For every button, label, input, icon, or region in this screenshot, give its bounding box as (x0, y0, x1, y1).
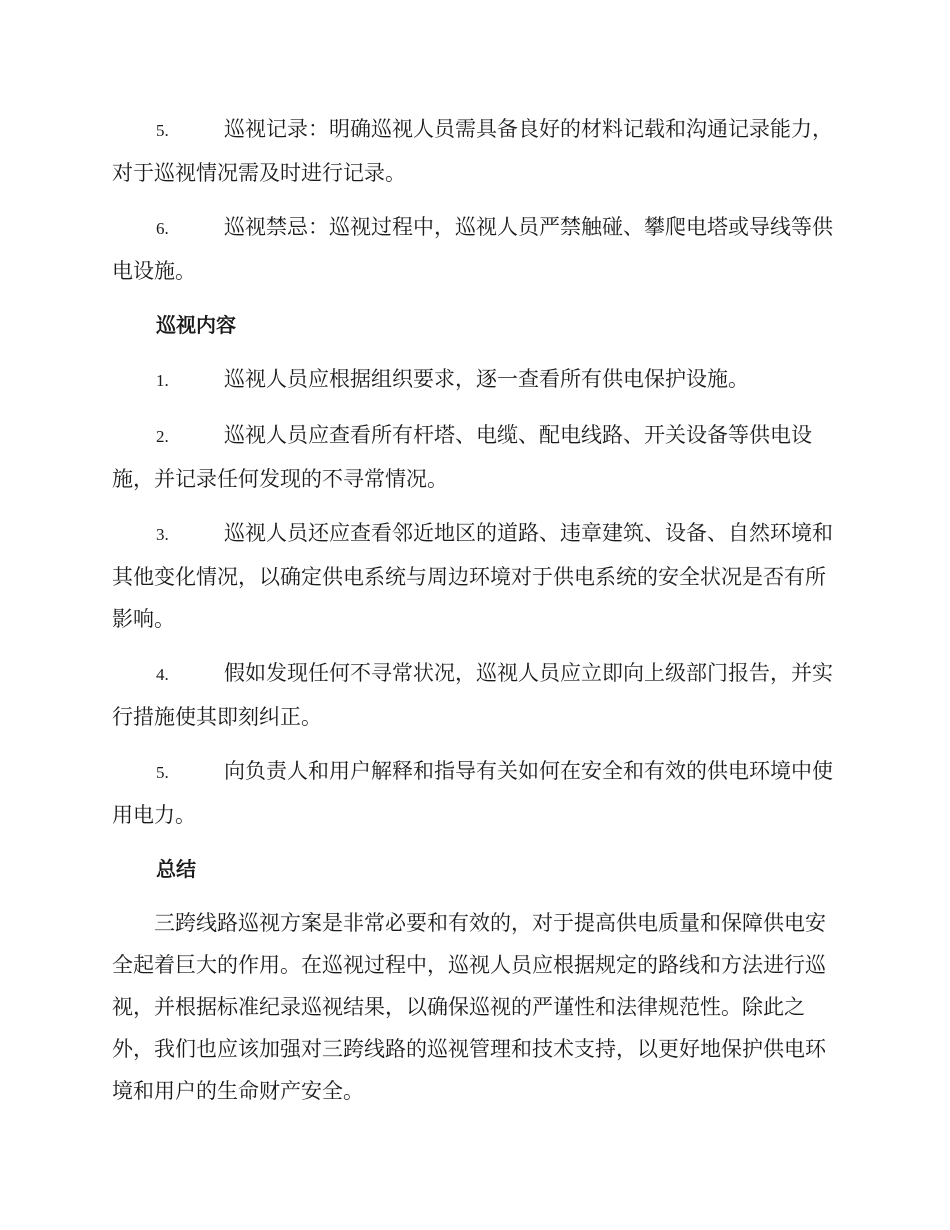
list-item-number: 5. (156, 121, 169, 140)
section-heading-content: 巡视内容 (156, 313, 236, 337)
list-item-number: 5. (156, 763, 169, 782)
list-item (112, 108, 834, 194)
list-item-number: 6. (156, 219, 169, 238)
list-item-number: 1. (156, 371, 169, 390)
list-item (112, 652, 834, 738)
list-item (112, 512, 834, 640)
list-item (112, 750, 834, 836)
list-item (112, 206, 834, 292)
list-item (112, 358, 834, 402)
list-item (112, 414, 834, 500)
list-item-text: 巡视人员应根据组织要求，逐一查看所有供电保护设施。 (224, 367, 749, 391)
list-item-number: 3. (156, 525, 169, 544)
list-item-text: 向负责人和用户解释和指导有关如何在安全和有效的供电环境中使用电力。 (112, 759, 833, 827)
list-item-text: 假如发现任何不寻常状况，巡视人员应立即向上级部门报告，并实行措施使其即刻纠正。 (112, 661, 833, 729)
list-item-text: 巡视人员还应查看邻近地区的道路、违章建筑、设备、自然环境和其他变化情况，以确定供电系统与周边环境对于供电系统的安全状况是否有所影响。 (112, 521, 833, 631)
section-heading-summary: 总结 (156, 857, 196, 881)
list-item-text: 巡视禁忌：巡视过程中，巡视人员严禁触碰、攀爬电塔或导线等供电设施。 (112, 215, 833, 283)
list-item-text: 巡视人员应查看所有杆塔、电缆、配电线路、开关设备等供电设施，并记录任何发现的不寻常情况。 (112, 423, 812, 491)
list-item-number: 4. (156, 665, 169, 684)
document-body (112, 108, 834, 1124)
summary-paragraph: 三跨线路巡视方案是非常必要和有效的，对于提高供电质量和保障供电安全起着巨大的作用。在巡视过程中，巡视人员应根据规定的路线和方法进行巡视，并根据标准纪录巡视结果，以确保巡视的严谨性和法律规范性。除此之外，我们也应该加强对三跨线路的巡视管理和技术支持，以更好地保护供电环境和用户的生命财产安全。 (112, 911, 826, 1103)
list-item-number: 2. (156, 427, 169, 446)
list-item-text: 巡视记录：明确巡视人员需具备良好的材料记载和沟通记录能力，对于巡视情况需及时进行记录。 (112, 117, 833, 185)
